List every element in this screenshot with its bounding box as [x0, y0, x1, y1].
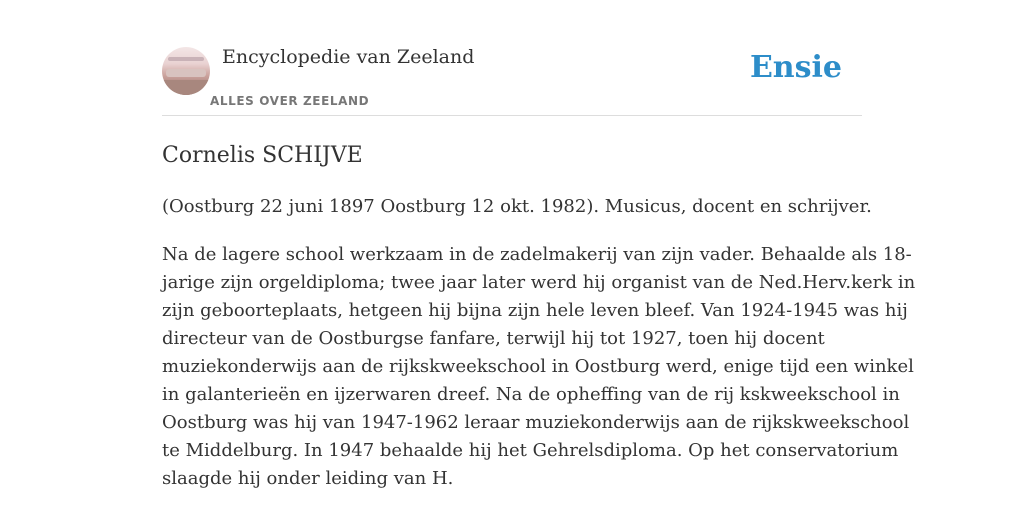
article-title: Cornelis SCHIJVE [162, 143, 363, 168]
avatar-detail [162, 80, 210, 95]
article-body-line: in galanterieën en ijzerwaren dreef. Na de opheffing van de rij kskweekschool in [162, 384, 900, 405]
avatar-detail [168, 57, 204, 61]
site-header [162, 0, 862, 116]
site-avatar[interactable] [162, 47, 210, 95]
article-body-line: te Middelburg. In 1947 behaalde hij het Gehrelsdiploma. Op het conservatorium [162, 440, 899, 461]
article-body-line: jarige zijn orgeldiploma; twee jaar later werd hij organist van de Ned.Herv.kerk in [162, 272, 916, 293]
article-body-line: Na de lagere school werkzaam in de zadelmakerij van zijn vader. Behaalde als 18- [162, 244, 912, 265]
page-container [162, 0, 916, 493]
article-body-line: zijn geboorteplaats, hetgeen hij bijna zijn hele leven bleef. Van 1924-1945 was hij [162, 300, 908, 321]
article-body [162, 241, 916, 493]
ensie-logo-link[interactable]: Ensie [749, 50, 842, 85]
site-title-link[interactable]: Encyclopedie van Zeeland [222, 46, 475, 68]
article-body-line: Oostburg was hij van 1947-1962 leraar muziekonderwijs aan de rijkskweekschool [162, 412, 910, 433]
article-body-line: muziekonderwijs aan de rijkskweekschool in Oostburg werd, enige tijd een winkel [162, 356, 914, 377]
article-body-line: directeur van de Oostburgse fanfare, terwijl hij tot 1927, toen hij docent [162, 328, 825, 349]
avatar-detail [166, 69, 206, 77]
article-body-line: slaagde hij onder leiding van H. [162, 468, 454, 489]
article-intro: (Oostburg 22 juni 1897 Oostburg 12 okt. 1982). Musicus, docent en schrijver. [162, 196, 872, 217]
site-tagline: ALLES OVER ZEELAND [210, 94, 370, 108]
